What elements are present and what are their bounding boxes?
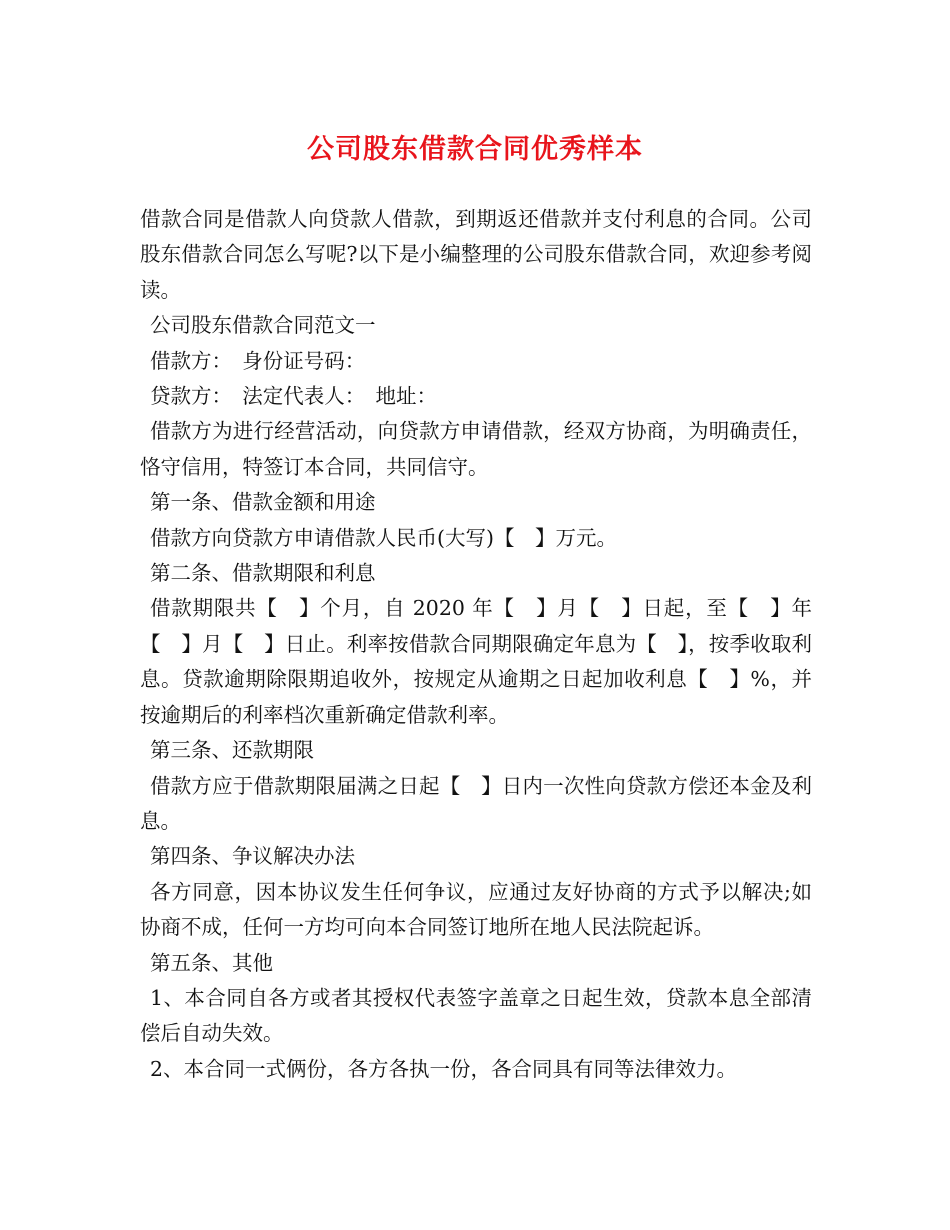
paragraph-purpose: 借款方为进行经营活动，向贷款方申请借款，经双方协商，为明确责任，恪守信用，特签订本合同，共同信守。: [140, 419, 812, 479]
article-3-body: 借款方应于借款期限届满之日起【 】日内一次性向贷款方偿还本金及利息。: [140, 773, 812, 833]
article-1-body: 借款方向贷款方申请借款人民币(大写)【 】万元。: [150, 525, 617, 550]
article-2-heading: 第二条、借款期限和利息: [150, 561, 376, 586]
paragraph-intro: 借款合同是借款人向贷款人借款，到期返还借款并支付利息的合同。公司股东借款合同怎么写呢?以下是小编整理的公司股东借款合同，欢迎参考阅读。: [140, 207, 812, 302]
paragraph-borrower: 借款方： 身份证号码：: [150, 348, 366, 373]
article-5-item-2: 2、本合同一式俩份，各方各执一份，各合同具有同等法律效力。: [150, 1056, 738, 1081]
document-body: [140, 202, 812, 1087]
article-4-heading: 第四条、争议解决办法: [150, 844, 355, 869]
document-title: 公司股东借款合同优秀样本: [307, 134, 643, 165]
article-1-heading: 第一条、借款金额和用途: [150, 490, 376, 515]
paragraph-sample-heading: 公司股东借款合同范文一: [150, 313, 376, 338]
article-2-body: 借款期限共【 】个月，自 2020 年【 】月【 】日起，至【 】年【 】月【 】日止。利率按借款合同期限确定年息为【 】，按季收取利息。贷款逾期除限期追收外，按规定从逾期之日起加收利息【 】%，并按逾期后的利率档次重新确定借款利率。: [140, 596, 812, 727]
article-4-body: 各方同意，因本协议发生任何争议，应通过友好协商的方式予以解决;如协商不成，任何一方均可向本合同签订地所在地人民法院起诉。: [140, 879, 812, 940]
paragraph-lender: 贷款方： 法定代表人： 地址：: [150, 384, 437, 409]
article-5-heading: 第五条、其他: [150, 950, 273, 975]
article-5-item-1: 1、本合同自各方或者其授权代表签字盖章之日起生效，贷款本息全部清偿后自动失效。: [140, 985, 812, 1046]
article-3-heading: 第三条、还款期限: [150, 738, 314, 763]
